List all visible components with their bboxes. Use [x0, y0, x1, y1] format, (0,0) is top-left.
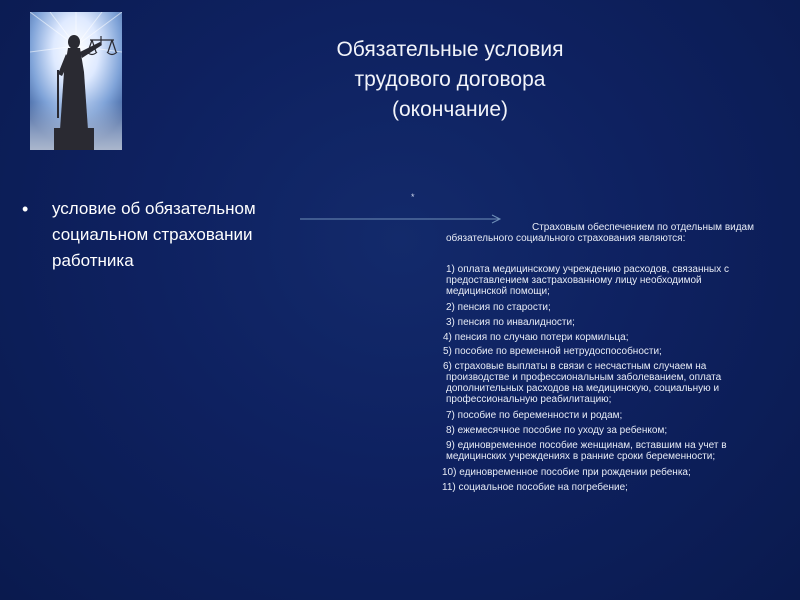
list-item: 8) ежемесячное пособие по уходу за ребенком;	[446, 425, 668, 436]
list-item: 9) единовременное пособие женщинам, вставшим на учет в	[446, 440, 727, 451]
list-item: 3) пенсия по инвалидности;	[446, 317, 575, 328]
intro-line-2: обязательного социального страхования являются:	[446, 233, 686, 244]
title-line-1: Обязательные условия	[336, 38, 564, 61]
intro-line-1: Страховым обеспечением по отдельным видам	[532, 222, 754, 233]
tiny-mark: *	[411, 192, 415, 202]
title-line-3: (окончание)	[392, 98, 508, 121]
list-item: медицинской помощи;	[446, 286, 550, 297]
list-item: дополнительных расходов на медицинскую, социальную и	[446, 383, 720, 394]
list-item: производстве и профессиональным заболеванием, оплата	[446, 372, 722, 383]
list-item: предоставлением застрахованному лицу необходимой	[446, 275, 702, 286]
list-item: 10) единовременное пособие при рождении ребенка;	[442, 467, 691, 478]
bullet-dot-icon: •	[22, 199, 29, 219]
list-item: 11) социальное пособие на погребение;	[442, 482, 628, 493]
list-item: профессиональную реабилитацию;	[446, 394, 612, 405]
list-item: медицинских учреждениях в ранние сроки беременности;	[446, 451, 716, 462]
themis-statue-icon	[30, 12, 122, 150]
list-item: 2) пенсия по старости;	[446, 302, 551, 313]
list-item: 5) пособие по временной нетрудоспособности;	[443, 346, 662, 357]
themis-statue-image	[30, 12, 122, 150]
list-item: 6) страховые выплаты в связи с несчастным случаем на	[443, 361, 707, 372]
title-line-2: трудового договора	[354, 68, 546, 91]
list-item: 7) пособие по беременности и родам;	[446, 410, 623, 421]
list-item: 4) пенсия по случаю потери кормильца;	[443, 332, 629, 343]
bullet-line-2: социальном страховании	[52, 225, 253, 244]
bullet-line-1: условие об обязательном	[52, 199, 256, 218]
bullet-line-3: работника	[52, 251, 134, 270]
slide-title	[250, 35, 650, 125]
list-item: 1) оплата медицинскому учреждению расходов, связанных с	[446, 264, 730, 275]
arrow-connector-icon	[300, 212, 510, 226]
